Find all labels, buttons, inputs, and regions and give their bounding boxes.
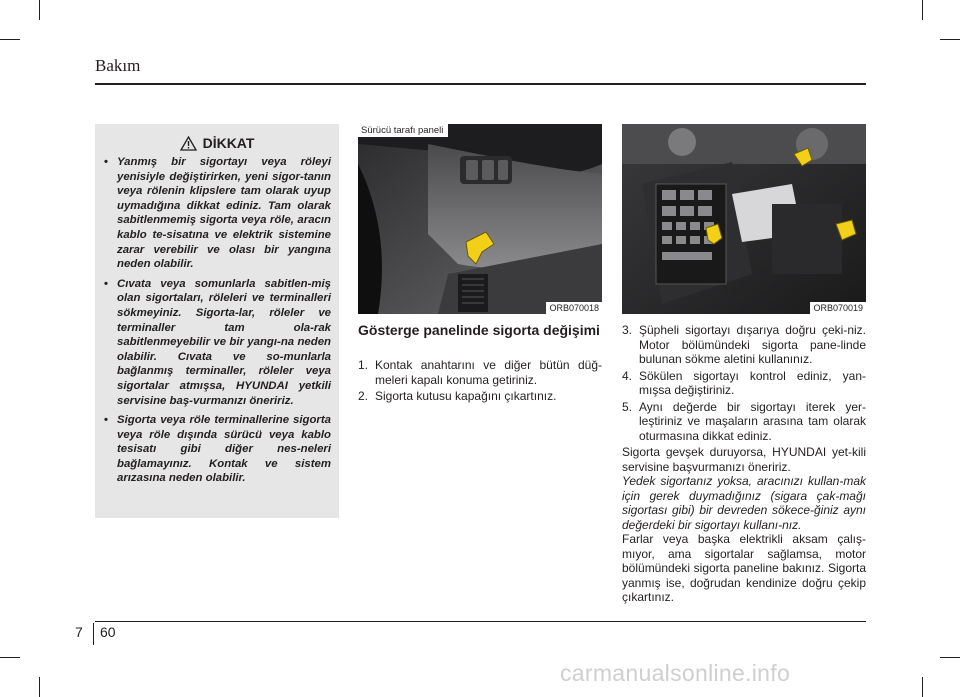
caution-item: • Cıvata veya somunlarla sabitlen-miş olan sigortaları, röleleri ve terminalleri sökmeyiniz. Sigorta-lar, röleler ve terminaller tam ola-rak sabitlenmeyebilir ve bir yangı-na neden olabilir. Cıvata ve so-munlarla bağlanmış terminaller, röleler veya sigortalar atmışsa, HYUNDAI yetkili servisine baş-vurmanızı öneririz. [103, 277, 331, 408]
chapter-number: 7 [75, 624, 83, 640]
step-item [622, 323, 866, 367]
figure-code: ORB070019 [810, 302, 866, 314]
caution-box [95, 124, 339, 518]
step-item [358, 358, 602, 387]
caution-heading [103, 136, 331, 151]
crop-mark [39, 0, 40, 20]
steps-list-right [622, 323, 866, 443]
footer-divider [93, 623, 94, 645]
page-number: 60 [100, 624, 116, 640]
crop-mark [0, 657, 20, 658]
step-number: 4. [622, 368, 633, 383]
body-paragraph: Farlar veya başka elektrikli aksam çalış-mıyor, ama sigortalar sağlamsa, motor bölümündeki sigorta paneline bakınız. Sigorta yanmış ise, doğrudan kendinize doğru çekip çıkartınız. [622, 532, 866, 604]
footer-rule [95, 621, 866, 622]
figure-code: ORB070018 [546, 302, 602, 314]
step-number: 1. [358, 358, 369, 372]
step-text: Kontak anahtarını ve diğer bütün düğ-meleri kapalı konuma getiriniz. [375, 358, 602, 387]
crop-mark [39, 677, 40, 697]
right-text-column [622, 323, 866, 605]
step-text: Sökülen sigortayı kontrol ediniz, yan-mışsa değiştiriniz. [639, 368, 866, 397]
step-item [622, 369, 866, 398]
crop-mark [922, 0, 923, 20]
body-paragraph: Sigorta gevşek duruyorsa, HYUNDAI yet-kili servisine başvurmanızı öneririz. [622, 445, 866, 474]
caution-item: • Yanmış bir sigortayı veya röleyi yenisiyle değiştirirken, yeni sigor-tanın veya rölenin klipslere tam olarak uyup uymadığına dikkat ediniz. Tam olarak sabitlenmemiş sigorta veya röle, aracın kablo te-sisatına ve elektrik sistemine zarar verebilir ve olası bir yangına neden olabilir. [103, 155, 331, 272]
step-item [358, 389, 602, 404]
step-number: 3. [622, 323, 633, 337]
header-rule [95, 83, 866, 85]
figure-label: Sürücü tarafı paneli [358, 124, 448, 137]
engine-fusebox-illustration [622, 124, 866, 314]
watermark: carmanualsonline.info [560, 660, 791, 686]
caution-title: DİKKAT [202, 135, 255, 152]
step-text: Sigorta kutusu kapağını çıkartınız. [375, 389, 557, 403]
section-header-title: Bakım [95, 56, 141, 75]
body-paragraph-italic: Yedek sigortanız yoksa, aracınızı kullan-mak için gerek duymadığınız (sigara çak-mağı sigortası gibi) bir devreden sökece-ğiniz aynı değerdeki bir sigortayı kullanı-nız. [622, 474, 866, 532]
engine-fusebox-photo [622, 124, 866, 314]
step-number: 2. [358, 389, 369, 403]
step-text: Aynı değerde bir sigortayı iterek yer-leştiriniz ve maşaların arasına tam olarak oturmasına dikkat ediniz. [639, 399, 866, 443]
section-title: Gösterge panelinde sigorta değişimi [358, 322, 600, 338]
crop-mark [940, 657, 960, 658]
driver-panel-illustration [358, 124, 602, 314]
crop-mark [0, 39, 20, 40]
driver-panel-photo [358, 124, 602, 314]
caution-item: • Sigorta veya röle terminallerine sigorta veya röle dışında sürücü veya kablo tesisatı gibi diğer nes-neleri bağlamayınız. Kontak ve sistem arızasına neden olabilir. [103, 413, 331, 486]
warning-triangle-icon [180, 136, 197, 151]
step-number: 5. [622, 399, 633, 414]
crop-mark [940, 39, 960, 40]
crop-mark [922, 677, 923, 697]
steps-list-left [358, 358, 602, 406]
caution-list [103, 155, 331, 486]
step-text: Şüpheli sigortayı dışarıya doğru çeki-niz. Motor bölümündeki sigorta pane-linde bulunan sökme aletini kullanınız. [639, 323, 866, 366]
step-item [622, 400, 866, 444]
